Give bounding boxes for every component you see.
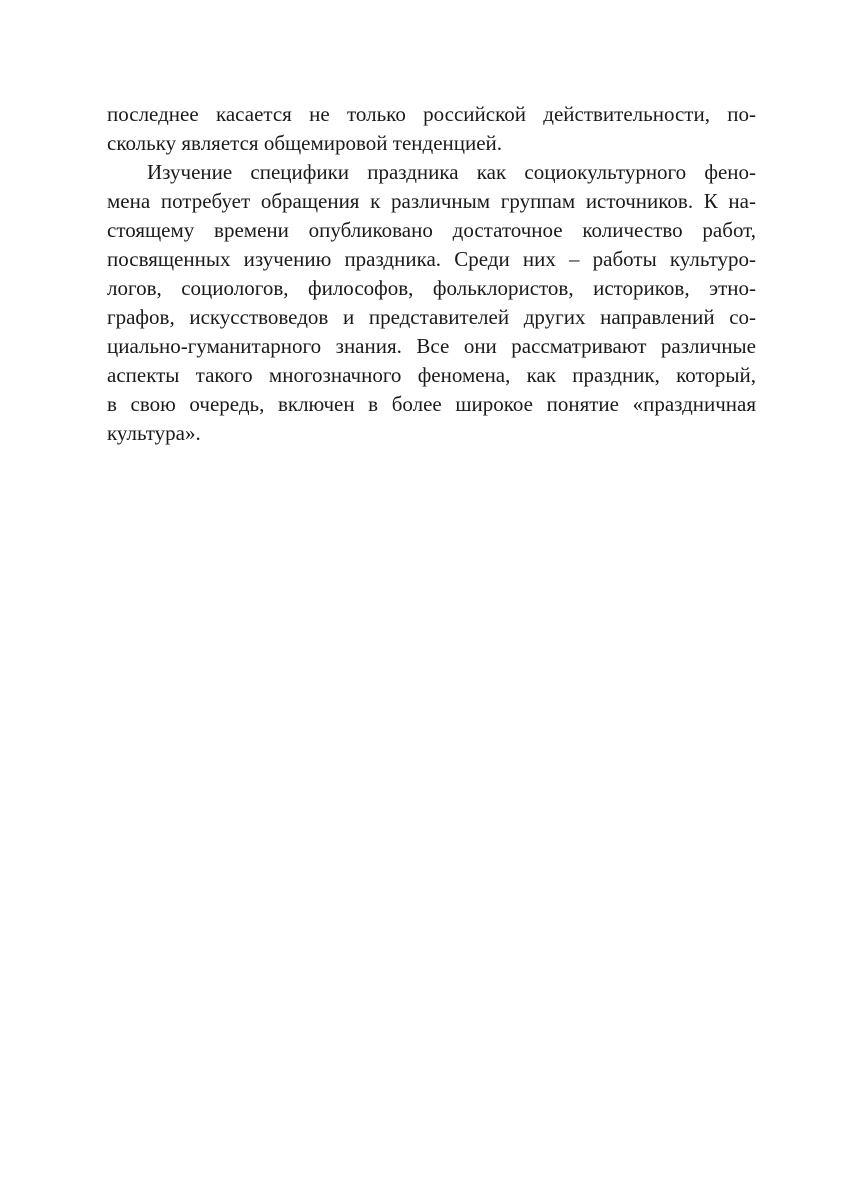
paragraph-1: [107, 100, 756, 158]
text-line: Изучение специфики праздника как социокультурного фено-: [147, 160, 756, 184]
text-line: посвященных изучению праздника. Среди них – работы культуро-: [107, 247, 756, 271]
text-line: циально-гуманитарного знания. Все они рассматривают различные: [107, 334, 756, 358]
text-line: логов, социологов, философов, фольклористов, историков, этно-: [107, 276, 756, 300]
text-line: в свою очередь, включен в более широкое понятие «праздничная: [107, 392, 757, 416]
text-line: последнее касается не только российской действительности, по-: [107, 102, 757, 126]
body-text: [107, 100, 756, 448]
text-line: мена потребует обращения к различным группам источников. К на-: [107, 189, 756, 213]
text-line: стоящему времени опубликовано достаточное количество работ,: [107, 218, 757, 242]
text-line: аспекты такого многозначного феномена, как праздник, который,: [107, 363, 757, 387]
text-line: графов, искусствоведов и представителей других направлений со-: [107, 305, 757, 329]
paragraph-2: [107, 158, 756, 448]
text-line: культура».: [107, 421, 201, 445]
text-line: скольку является общемировой тенденцией.: [107, 131, 503, 155]
